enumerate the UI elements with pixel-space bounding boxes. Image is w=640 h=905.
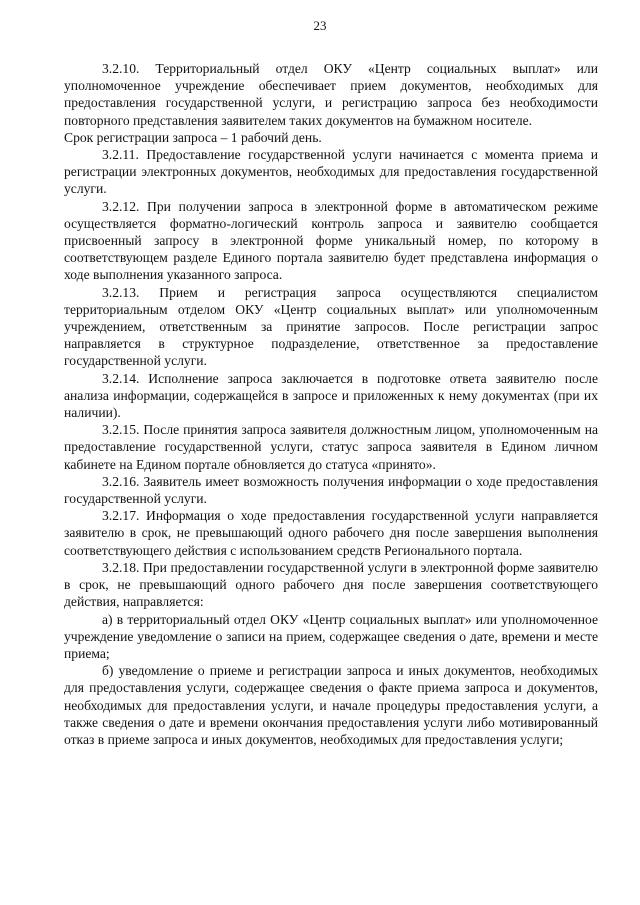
document-body [64, 60, 598, 748]
paragraph-3-2-10: 3.2.10. Территориальный отдел ОКУ «Центр социальных выплат» или уполномоченное учреждение обеспечивает прием документов, необходимых для предоставления государственной услуги, и регистрацию запроса без необходимости повторного представления заявителем таких документов на бумажном носителе. [64, 61, 598, 128]
paragraph-3-2-16: 3.2.16. Заявитель имеет возможность получения информации о ходе предоставления государственной услуги. [64, 473, 598, 507]
paragraph-registration-term: Срок регистрации запроса – 1 рабочий день. [64, 129, 322, 145]
paragraph-3-2-13: 3.2.13. Прием и регистрация запроса осуществляются специалистом территориальным отделом ОКУ «Центр социальных выплат» или уполномоченным учреждением, ответственным за принятие запросов. После регистрации запрос направляется в структурное подразделение, ответственное за предоставление государственной услуги. [64, 284, 598, 369]
page-number: 23 [313, 18, 327, 33]
paragraph-3-2-12: 3.2.12. При получении запроса в электронной форме в автоматическом режиме осуществляется форматно-логический контроль запроса и заявителю сообщается присвоенный запросу в электронной форме уникальный номер, по которому в соответствующем разделе Единого портала заявителю будет представлена информация о ходе выполнения указанного запроса. [64, 198, 598, 283]
list-item-a: а) в территориальный отдел ОКУ «Центр социальных выплат» или уполномоченное учреждение уведомление о записи на прием, содержащее сведения о дате, времени и месте приема; [64, 611, 598, 661]
paragraph-3-2-18: 3.2.18. При предоставлении государственной услуги в электронной форме заявителю в срок, не превышающий одного рабочего дня после завершения соответствующего действия, направляется: [64, 559, 598, 610]
list-item-b: б) уведомление о приеме и регистрации запроса и иных документов, необходимых для предоставления услуги, содержащее сведения о факте приема запроса и документов, необходимых для предоставления услуги, и начале процедуры предоставления услуги, а также сведения о дате и времени окончания предоставления услуги либо мотивированный отказ в приеме запроса и иных документов, необходимых для предоставления услуги; [64, 663, 598, 747]
paragraph-3-2-14: 3.2.14. Исполнение запроса заключается в подготовке ответа заявителю после анализа информации, содержащейся в запросе и приложенных к нему документах (при их наличии). [64, 370, 598, 421]
paragraph-3-2-17: 3.2.17. Информация о ходе предоставления государственной услуги направляется заявителю в срок, не превышающий одного рабочего дня после завершения выполнения соответствующего действия с использованием средств Регионального портала. [64, 508, 598, 558]
paragraph-3-2-15: 3.2.15. После принятия запроса заявителя должностным лицом, уполномоченным на предоставление государственной услуги, статус запроса заявителя в Едином личном кабинете на Едином портале обновляется до статуса «принято». [64, 422, 598, 472]
paragraph-3-2-11: 3.2.11. Предоставление государственной услуги начинается с момента приема и регистрации электронных документов, необходимых для предоставления государственной услуги. [64, 147, 598, 197]
